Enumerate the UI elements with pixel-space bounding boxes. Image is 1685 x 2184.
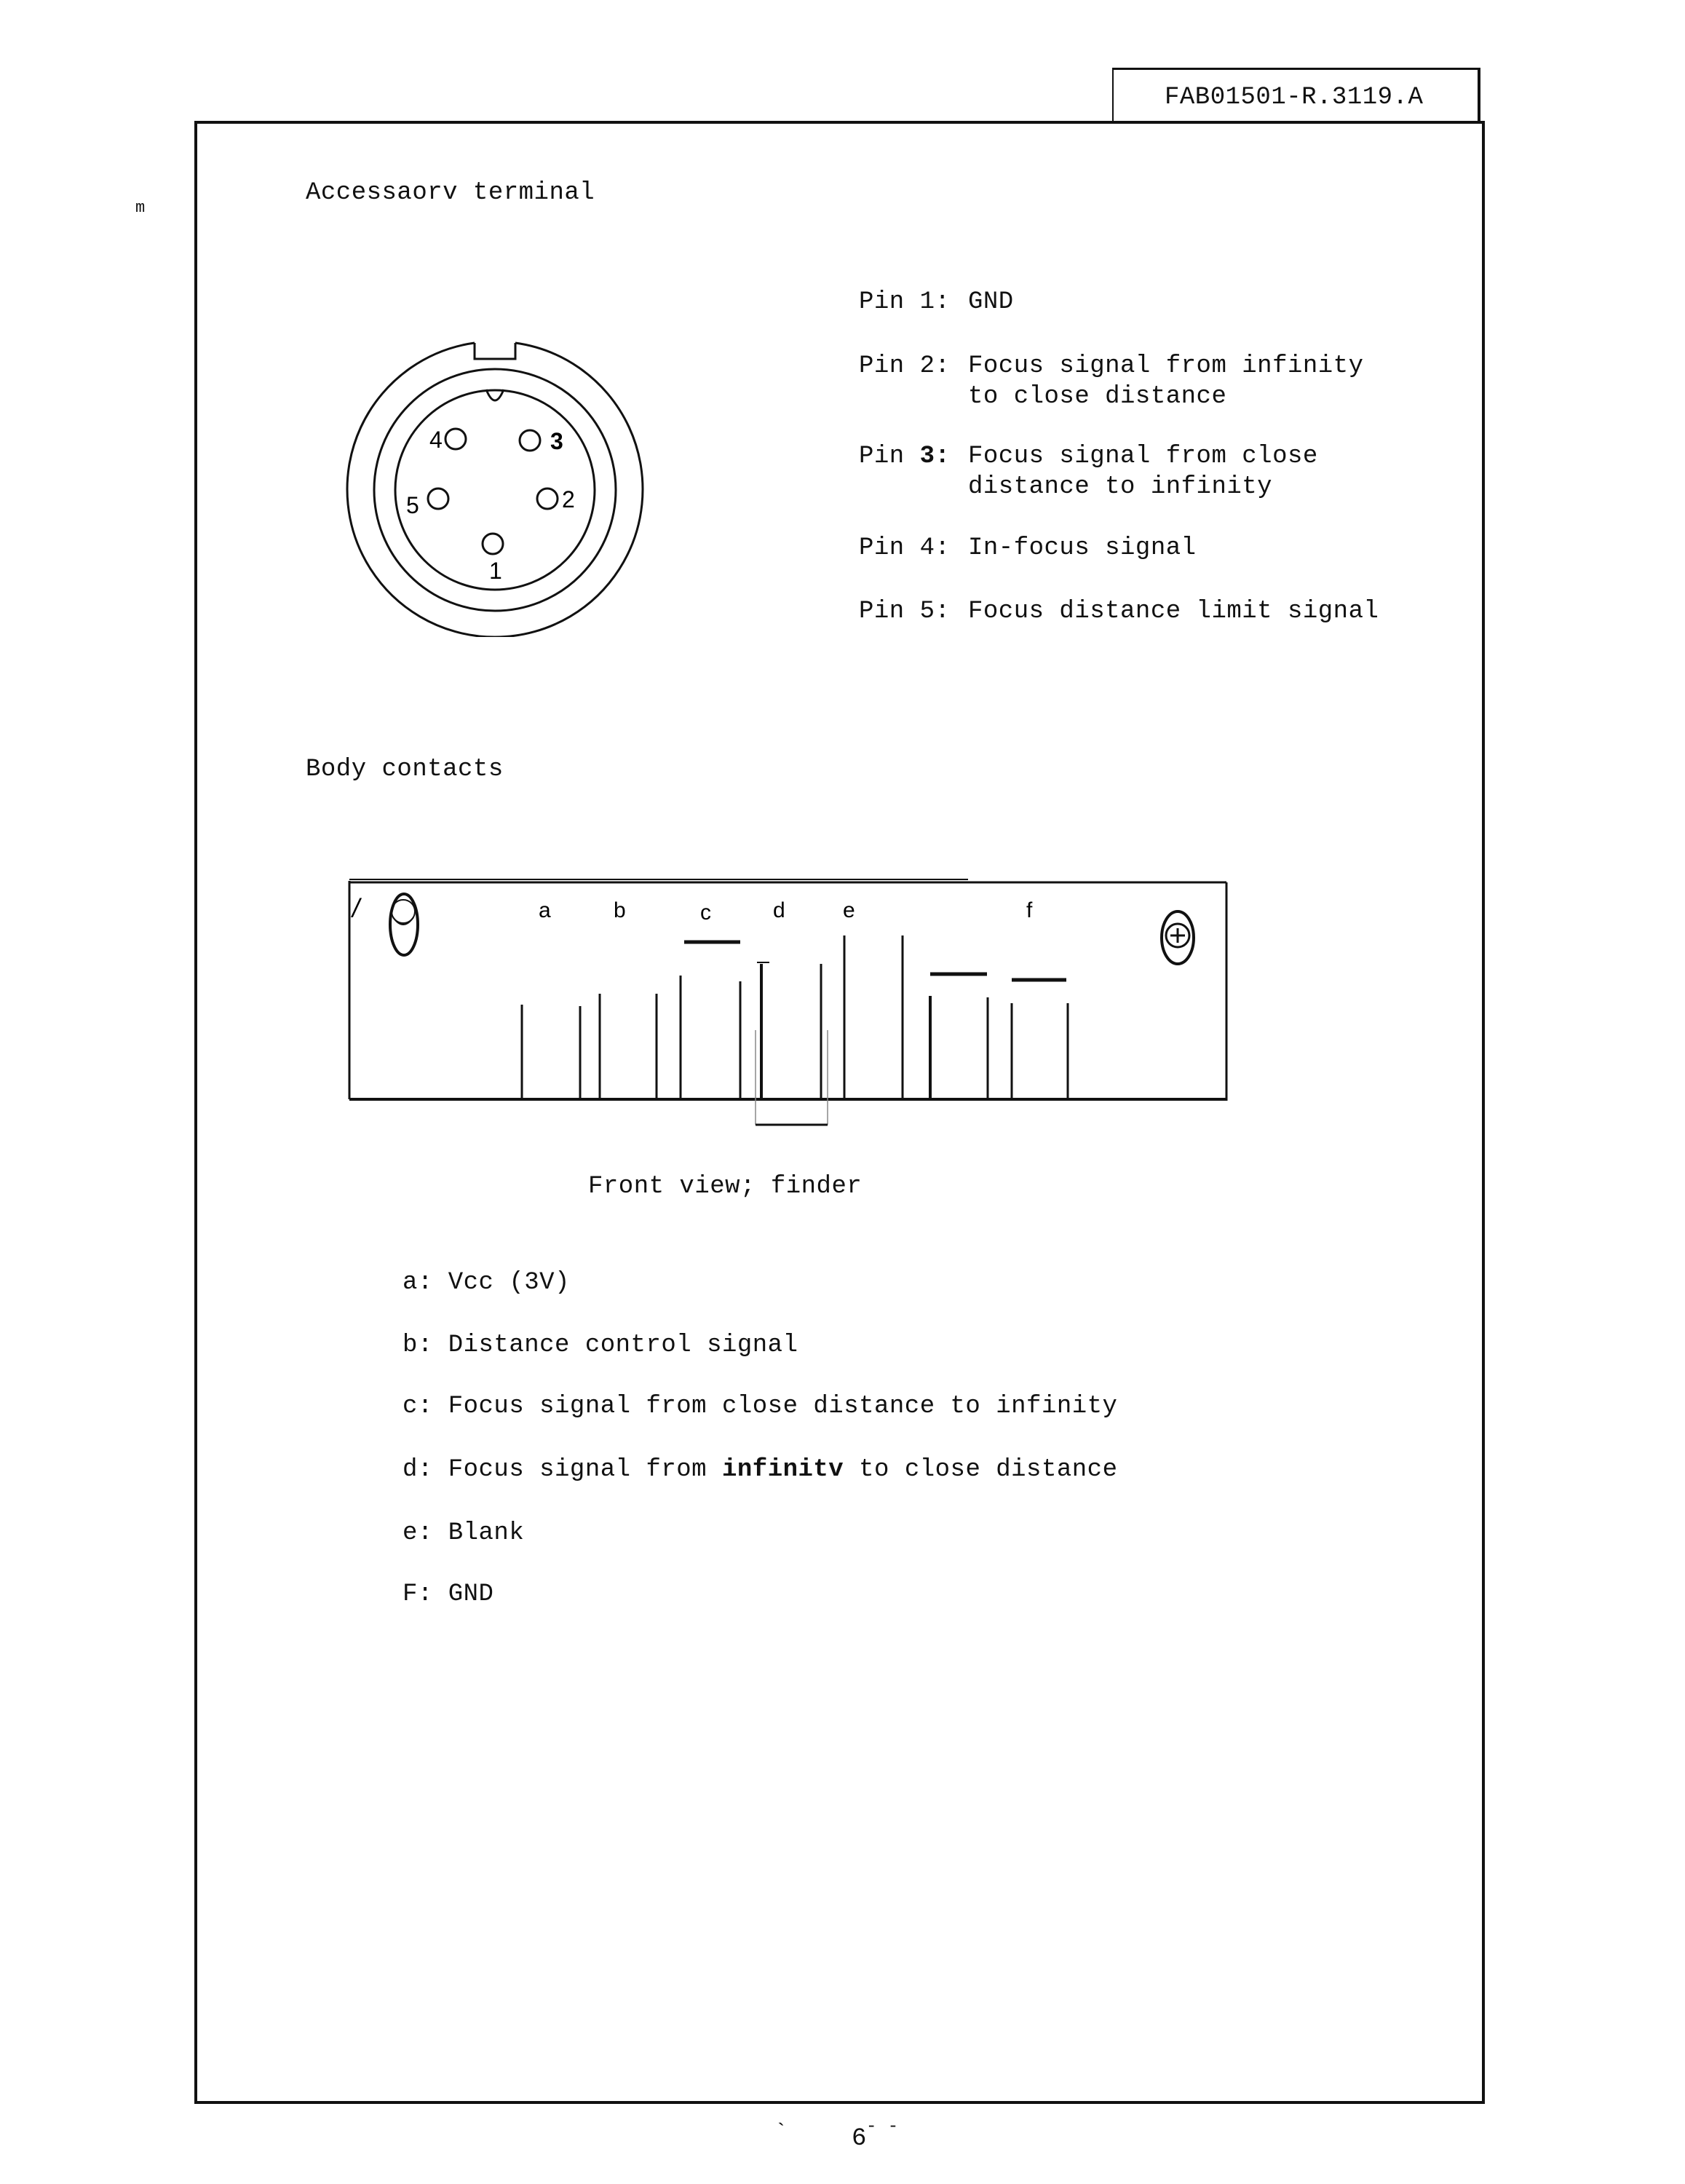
pin-2-hole [537,488,558,509]
pin-5-label: Pin 5: [859,598,951,625]
pin-5-hole [428,488,448,509]
legend-f: F: GND [403,1580,494,1608]
legend-c: c: Focus signal from close distance to infinity [403,1393,1118,1420]
legend-a: a: Vcc (3V) [403,1269,570,1297]
contact-letter-d: d [773,898,785,922]
pin-4-label: Pin 4: [859,534,951,562]
contact-a [522,1005,580,1099]
legend-b: b: Distance control signal [403,1332,798,1359]
pin-number-1: 1 [489,558,502,584]
left-mark: / [352,893,360,923]
pin-2-desc-line2: to close distance [968,383,1227,411]
pin-3-desc-line2: distance to infinity [968,473,1273,501]
right-screw-plus-icon [1162,911,1194,964]
body-contacts-diagram [342,874,1237,1136]
margin-mark: m [135,199,146,217]
pin-number-4: 4 [429,427,443,453]
legend-e: e: Blank [403,1519,525,1547]
pin-number-3: 3 [550,428,563,454]
pin-number-2: 2 [562,486,575,513]
contact-letter-f: f [1026,898,1033,922]
pin-4-hole [445,429,466,449]
pin-3-label: Pin 3: [859,443,951,470]
pin-2-desc-line1: Focus signal from infinity [968,352,1364,380]
footer-tick: ` [774,2121,788,2145]
contact-e [844,935,903,1099]
accessory-terminal-title: Accessaorv terminal [306,179,595,207]
pin-5-desc: Focus distance limit signal [968,598,1379,625]
pin-3-hole [520,430,540,451]
front-view-caption: Front view; finder [588,1173,863,1200]
contact-letter-b: b [614,898,626,922]
contact-f [930,974,1068,1099]
accessory-connector-diagram [335,331,655,637]
footer-marks: - - [866,2117,899,2137]
contact-c [681,942,740,1099]
legend-d: d: Focus signal from infinitv to close distance [403,1456,1118,1484]
contact-letter-a: a [539,898,551,922]
contact-letter-c: c [700,901,711,925]
pin-2-label: Pin 2: [859,352,951,380]
contact-b [600,994,657,1099]
pin-3-desc-line1: Focus signal from close [968,443,1318,470]
pin-1-label: Pin 1: [859,288,951,316]
pin-1-desc: GND [968,288,1014,316]
contact-letter-e: e [843,898,855,922]
body-contacts-title: Body contacts [306,756,504,783]
page-number: 6 [852,2125,867,2153]
document-id-box [1112,68,1480,123]
left-screw-icon [390,894,418,955]
pin-1-hole [483,534,503,554]
pin-4-desc: In-focus signal [968,534,1197,562]
document-id: FAB01501-R.3119.A [1165,84,1424,111]
pin-number-5: 5 [406,492,419,518]
